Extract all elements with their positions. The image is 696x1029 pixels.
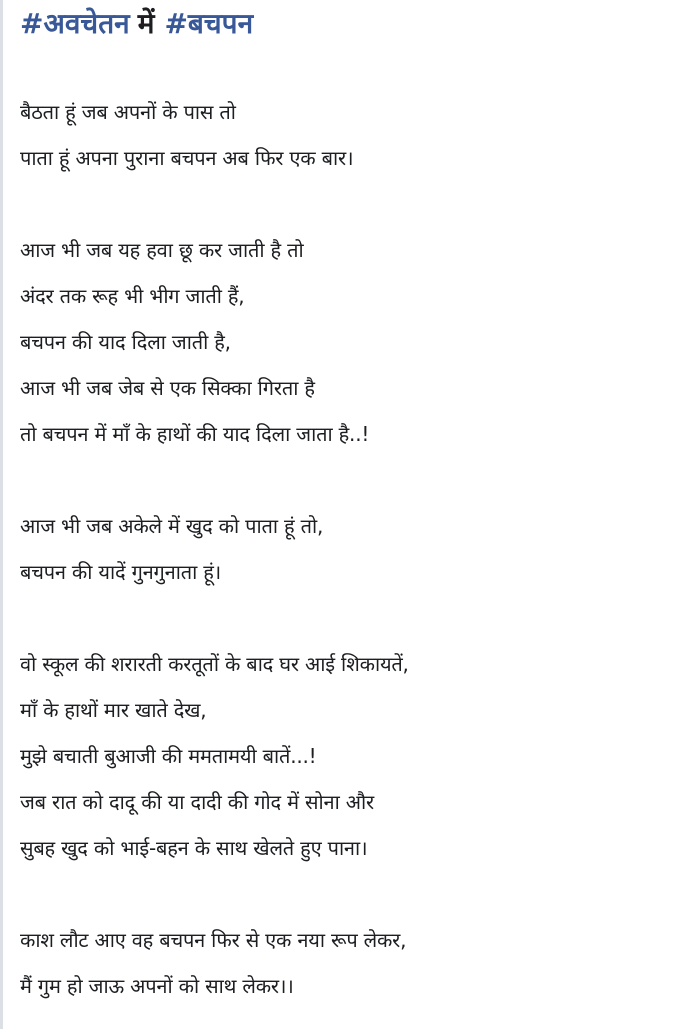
poem-line: मुझे बचाती बुआजी की ममतामयी बातें...! bbox=[20, 744, 317, 768]
poem-line: बैठता हूं जब अपनों के पास तो bbox=[20, 100, 236, 124]
poem-line: अंदर तक रूह भी भीग जाती हैं, bbox=[20, 284, 245, 308]
poem-line: तो बचपन में माँ के हाथों की याद दिला जाता है..! bbox=[20, 422, 370, 446]
poem-line: काश लौट आए वह बचपन फिर से एक नया रूप लेकर, bbox=[20, 928, 407, 952]
stanza-spacer bbox=[20, 181, 690, 227]
poem-line: जब रात को दादू की या दादी की गोद में सोना और bbox=[20, 790, 375, 814]
post-body bbox=[20, 0, 690, 1009]
stanza-spacer bbox=[20, 48, 690, 89]
poem-line: बचपन की याद दिला जाती है, bbox=[20, 330, 231, 354]
poem-line: मैं गुम हो जाऊ अपनों को साथ लेकर।। bbox=[20, 974, 294, 998]
post-left-border bbox=[0, 0, 3, 1029]
poem-line: माँ के हाथों मार खाते देख, bbox=[20, 698, 207, 722]
poem-stanza-5 bbox=[20, 917, 690, 1009]
hashtag-separator-text: में bbox=[137, 7, 155, 40]
poem-stanza-2 bbox=[20, 227, 690, 457]
poem-stanza-3 bbox=[20, 503, 690, 595]
hashtag-link-avchetan[interactable]: #अवचेतन bbox=[20, 7, 130, 40]
hashtag-link-bachpan[interactable]: #बचपन bbox=[164, 7, 254, 40]
stanza-spacer bbox=[20, 595, 690, 641]
poem-line: आज भी जब जेब से एक सिक्का गिरता है bbox=[20, 376, 315, 400]
poem-line: सुबह खुद को भाई-बहन के साथ खेलते हुए पाना। bbox=[20, 836, 368, 860]
hashtag-line bbox=[20, 0, 690, 48]
poem-line: आज भी जब अकेले में खुद को पाता हूं तो, bbox=[20, 514, 324, 538]
poem-line: बचपन की यादें गुनगुनाता हूं। bbox=[20, 560, 222, 584]
poem-stanza-1 bbox=[20, 89, 690, 181]
stanza-spacer bbox=[20, 457, 690, 503]
poem-line: आज भी जब यह हवा छू कर जाती है तो bbox=[20, 238, 304, 262]
poem-stanza-4 bbox=[20, 641, 690, 871]
stanza-spacer bbox=[20, 871, 690, 917]
poem-line: पाता हूं अपना पुराना बचपन अब फिर एक बार। bbox=[20, 146, 354, 170]
poem-line: वो स्कूल की शरारती करतूतों के बाद घर आई शिकायतें, bbox=[20, 652, 409, 676]
